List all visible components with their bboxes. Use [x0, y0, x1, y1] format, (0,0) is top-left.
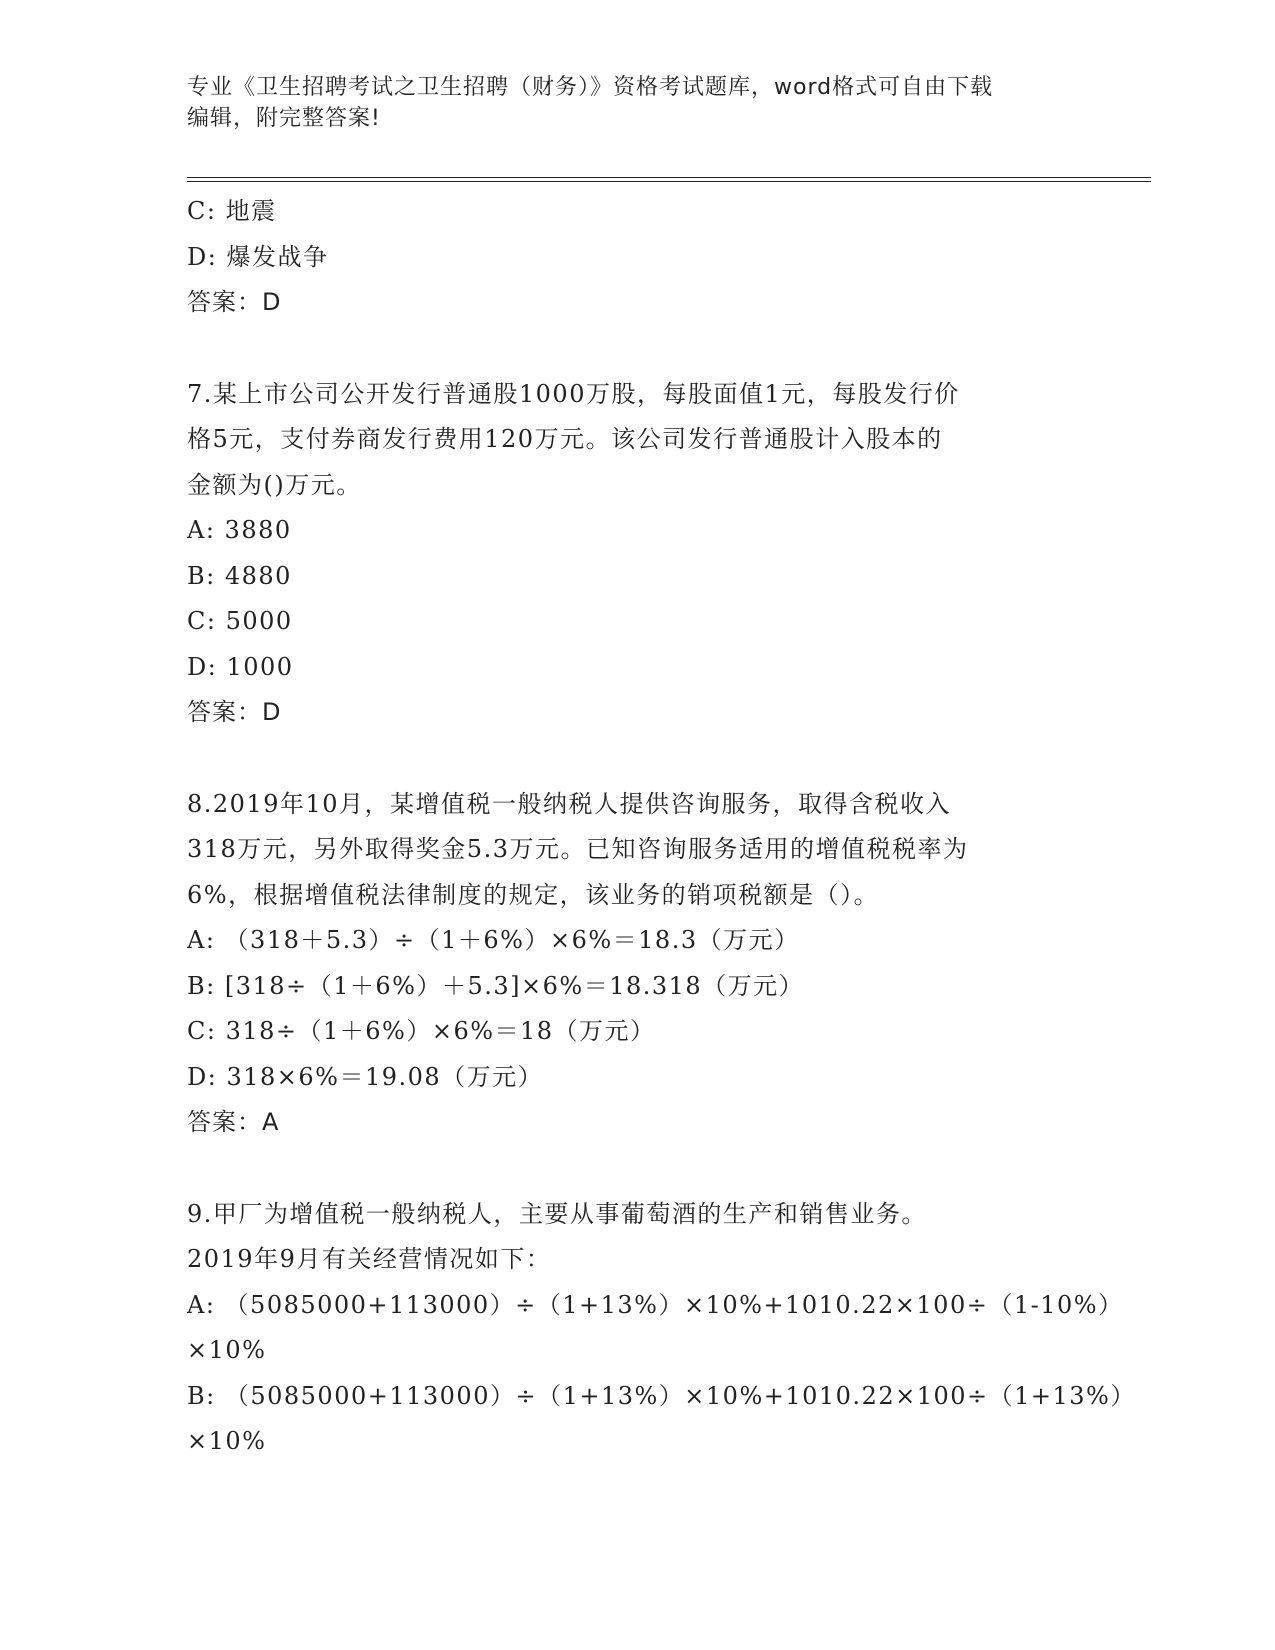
q7-option-c: C: 5000 — [187, 607, 293, 635]
q6-option-c: C: 地震 — [187, 197, 277, 225]
q7-stem-line-3: 金额为()万元。 — [187, 470, 362, 499]
q9-stem-line-2: 2019年9月有关经营情况如下： — [187, 1245, 552, 1273]
header-divider-top — [187, 177, 1151, 178]
header-divider-bottom — [187, 181, 1151, 182]
q8-answer: 答案：A — [187, 1108, 280, 1136]
question-content — [187, 189, 1136, 1465]
q9-option-b-line-1: B: （5085000+113000）÷（1+13%）×10%+1010.22×100÷（1+13%） — [187, 1381, 1136, 1410]
q9-option-b-line-2: ×10% — [187, 1427, 267, 1455]
q6-option-d: D: 爆发战争 — [187, 242, 329, 271]
q7-option-b: B: 4880 — [187, 561, 292, 590]
q8-option-c: C: 318÷（1＋6%）×6%＝18（万元） — [187, 1017, 656, 1045]
header-line-2: 编辑，附完整答案! — [187, 106, 381, 131]
page-header — [187, 72, 1087, 134]
q8-option-b: B: [318÷（1＋6%）＋5.3]×6%＝18.318（万元） — [187, 971, 805, 1000]
q7-option-d: D: 1000 — [187, 652, 294, 681]
q6-answer: 答案：D — [187, 288, 282, 316]
q8-stem-line-1: 8.2019年10月，某增值税一般纳税人提供咨询服务，取得含税收入 — [187, 789, 952, 818]
q8-stem-line-3: 6%，根据增值税法律制度的规定，该业务的销项税额是（）。 — [187, 880, 880, 909]
q7-answer: 答案：D — [187, 698, 282, 726]
q8-option-a: A: （318＋5.3）÷（1＋6%）×6%＝18.3（万元） — [187, 926, 800, 954]
q8-option-d: D: 318×6%＝19.08（万元） — [187, 1062, 544, 1091]
q8-stem-line-2: 318万元，另外取得奖金5.3万元。已知咨询服务适用的增值税税率为 — [187, 835, 969, 863]
q7-stem-line-1: 7.某上市公司公开发行普通股1000万股，每股面值1元，每股发行价 — [187, 379, 960, 408]
q9-option-a-line-2: ×10% — [187, 1336, 267, 1364]
header-line-1: 专业《卫生招聘考试之卫生招聘（财务）》资格考试题库，word格式可自由下载 — [187, 75, 994, 100]
q7-option-a: A: 3880 — [187, 516, 292, 544]
q9-option-a-line-1: A: （5085000+113000）÷（1+13%）×10%+1010.22×100÷（1-10%） — [187, 1290, 1124, 1319]
q9-stem-line-1: 9.甲厂为增值税一般纳税人，主要从事葡萄酒的生产和销售业务。 — [187, 1199, 927, 1228]
q7-stem-line-2: 格5元，支付券商发行费用120万元。该公司发行普通股计入股本的 — [187, 425, 943, 453]
